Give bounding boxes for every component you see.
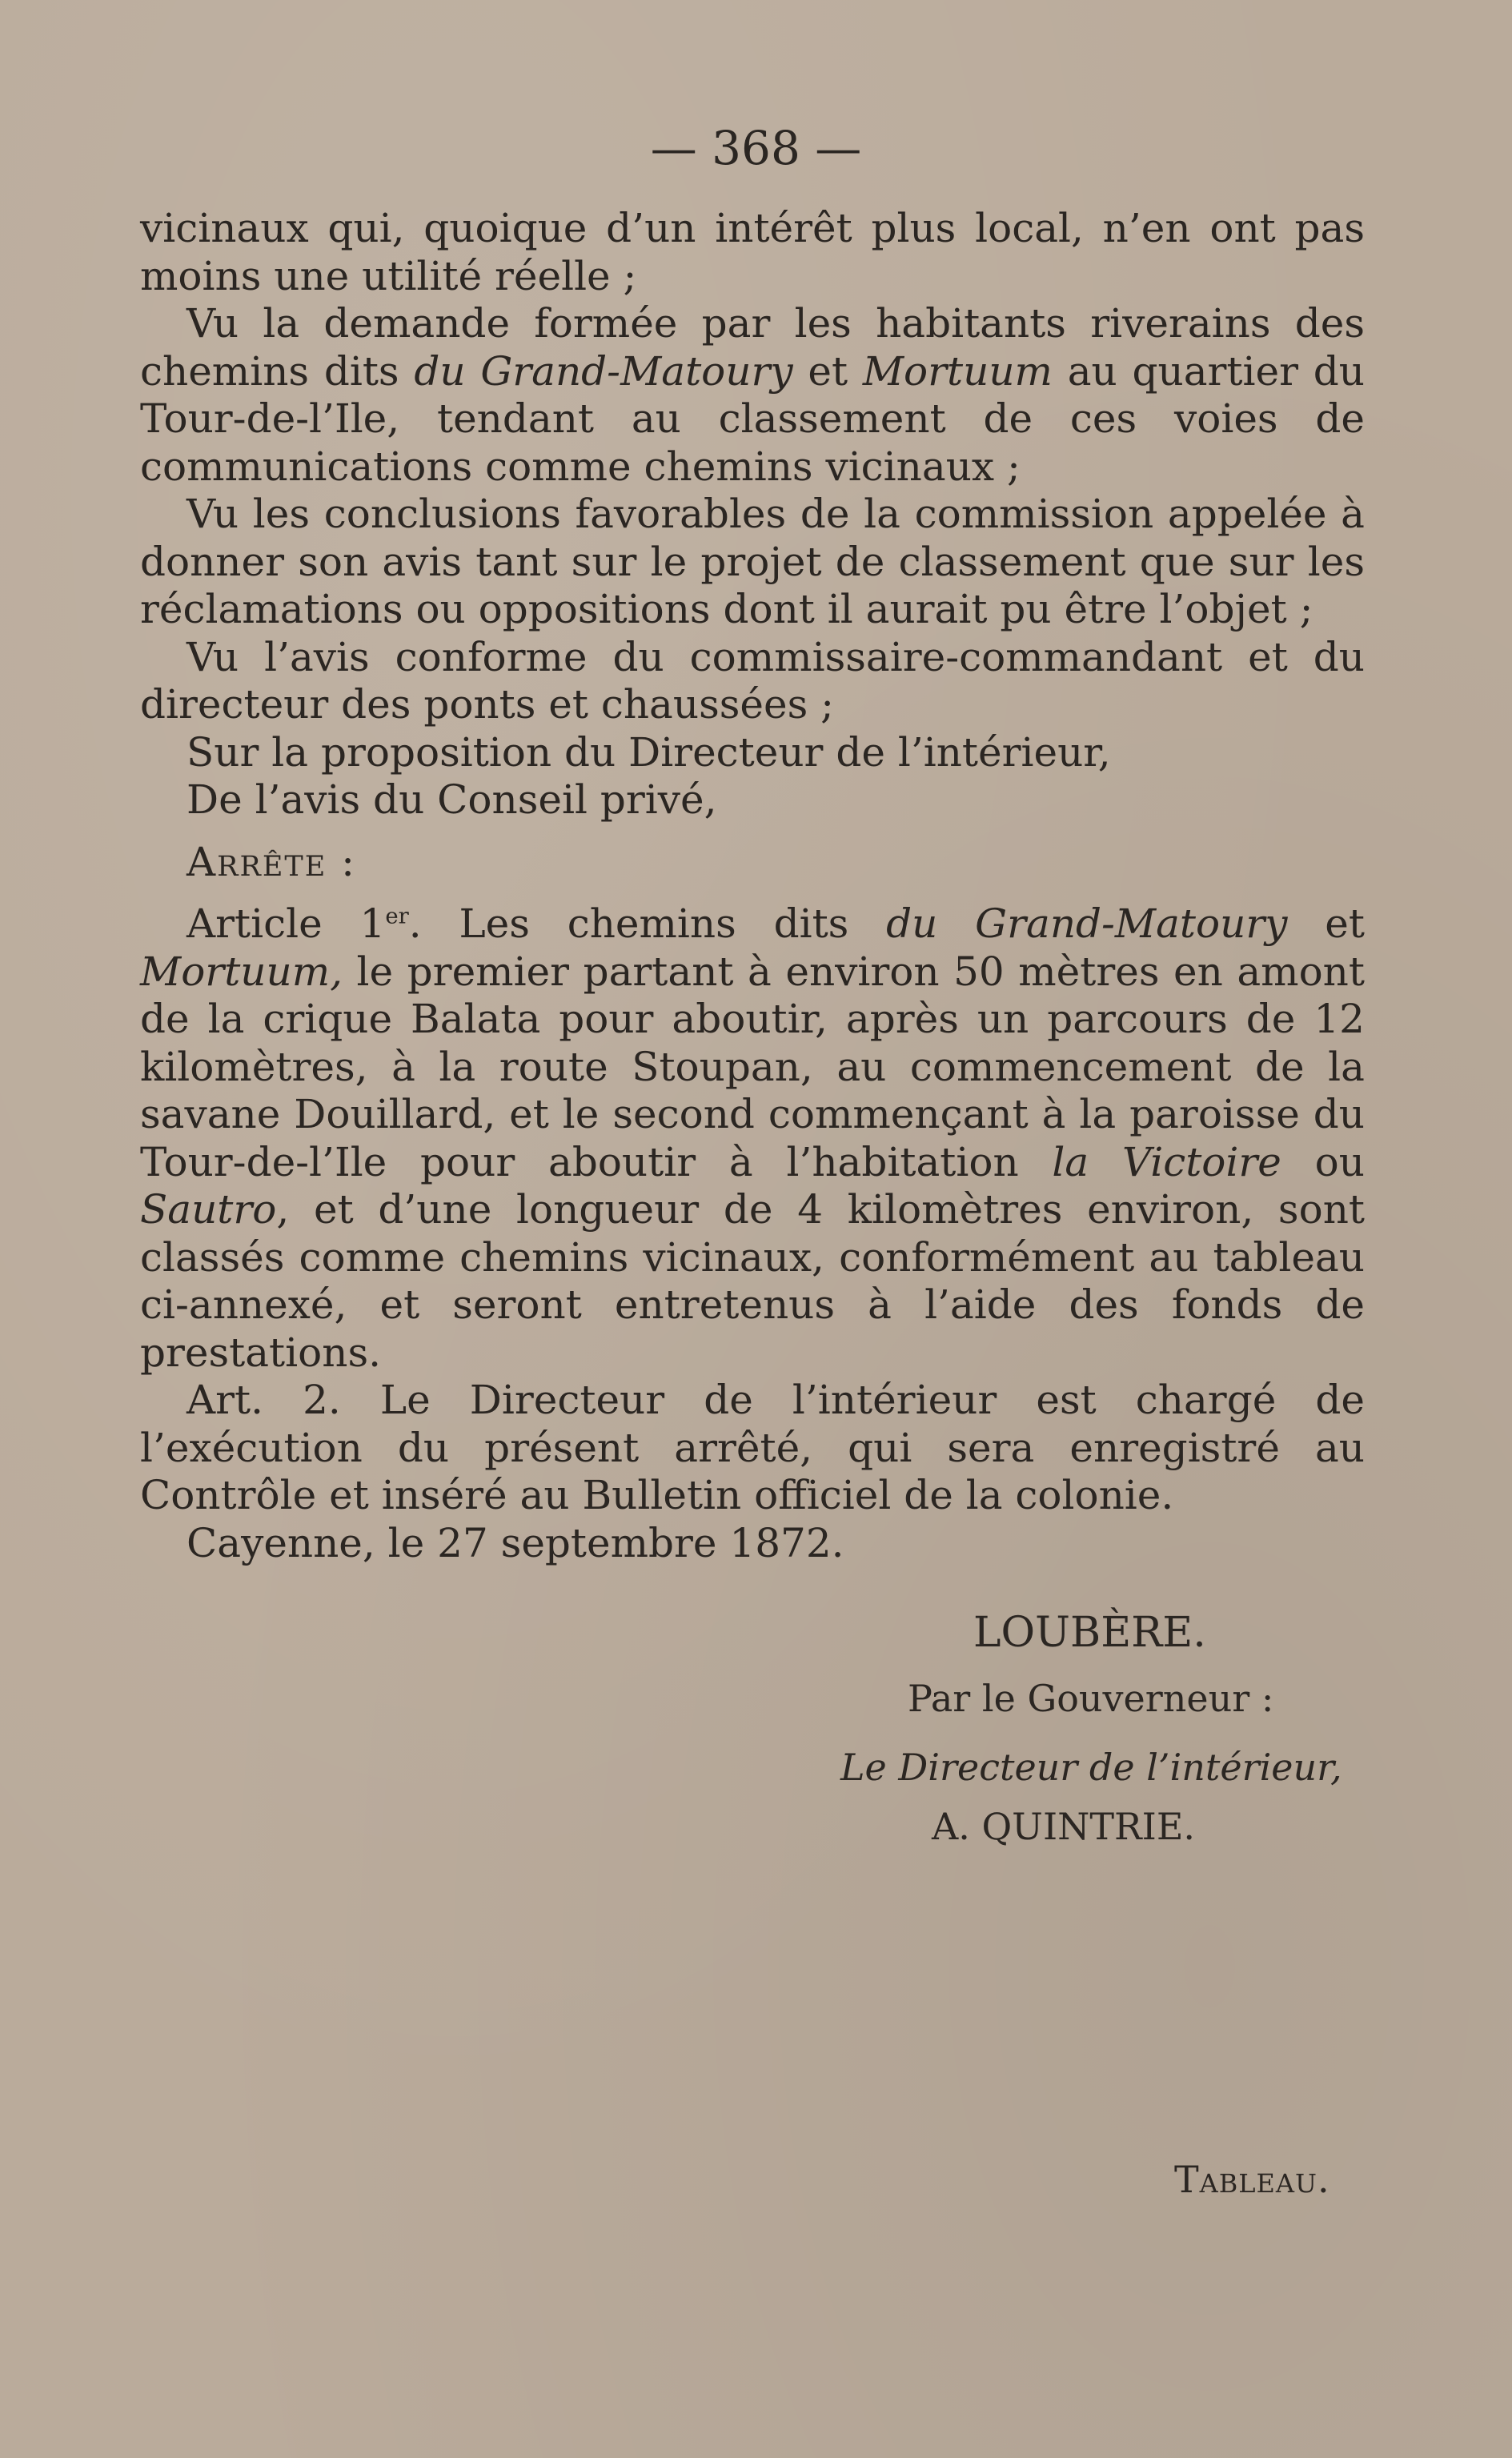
paragraph-conseil: De l’avis du Conseil privé, (186, 776, 717, 823)
article-2: Art. 2. Le Directeur de l’intérieur est chargé de l’exécution du présent arrêté, qui sera enregistré au Contrôle et inséré au Bulletin officiel de la colonie. (140, 1377, 1365, 1518)
paragraph-conclusions: Vu les conclusions favorables de la commission appelée à donner son avis tant sur le projet de classement que sur les réclamations ou oppositions dont il aurait pu être l’objet ; (140, 491, 1365, 632)
director-title: Le Directeur de l’intérieur, (840, 1746, 1342, 1789)
par-le-gouverneur: Par le Gouverneur : (908, 1677, 1274, 1720)
road-name-grand-matoury: du Grand-Matoury (414, 347, 793, 395)
paragraph-avis-conforme: Vu l’avis conforme du commissaire-commandant et du directeur des ponts et chaussées ; (140, 633, 1365, 728)
road-name-grand-matoury: du Grand-Matoury (886, 900, 1288, 947)
text-segment: le premier partant à environ 50 mètres en amont de la crique Balata pour aboutir, après un parcours de 12 kilomètres, à la route Stoupan, au commencement de la savane Douillard, et le second commençant à la paroisse du Tour-de-l’Ile pour aboutir à l’habitation (140, 948, 1365, 1185)
date-line: Cayenne, le 27 septembre 1872. (186, 1519, 844, 1566)
text-segment: Article 1 (186, 900, 386, 947)
page-number: — 368 — (650, 121, 862, 175)
body-text (140, 205, 1365, 1567)
road-name-mortuum: Mortuum (862, 347, 1053, 395)
habitation-alt-name: Sautro (140, 1186, 277, 1233)
catchword: Tableau. (1174, 2158, 1330, 2201)
arrete-label: Arrête : (186, 838, 356, 885)
road-name-mortuum: Mortuum, (140, 948, 343, 995)
superscript: er (385, 903, 409, 929)
text-segment: ou (1314, 1138, 1365, 1185)
text-segment: Vu la demande formée par les habitants riverains des chemins dits (140, 300, 1365, 395)
paragraph-demande (140, 300, 1365, 491)
article-1 (140, 900, 1365, 1377)
text-segment: au quartier du Tour-de-l’Ile, tendant au classement de ces voies de communications comme chemins vicinaux ; (140, 347, 1365, 490)
text-segment: et (808, 347, 848, 395)
text-segment: , et d’une longueur de 4 kilomètres environ, sont classés comme chemins vicinaux, conformément au tableau ci-annexé, et seront entretenus à l’aide des fonds de prestations. (140, 1186, 1365, 1376)
signer-name: LOUBÈRE. (973, 1609, 1206, 1657)
arrete-heading (140, 839, 1365, 887)
director-name: A. QUINTRIE. (932, 1805, 1196, 1848)
habitation-name: la Victoire (1052, 1138, 1281, 1185)
text-segment: et (1325, 900, 1365, 947)
paragraph-continuation: vicinaux qui, quoique d’un intérêt plus local, n’en ont pas moins une utilité réelle ; (140, 205, 1365, 299)
paragraph-proposition: Sur la proposition du Directeur de l’intérieur, (186, 728, 1111, 776)
text-segment: . Les chemins dits (408, 900, 849, 947)
